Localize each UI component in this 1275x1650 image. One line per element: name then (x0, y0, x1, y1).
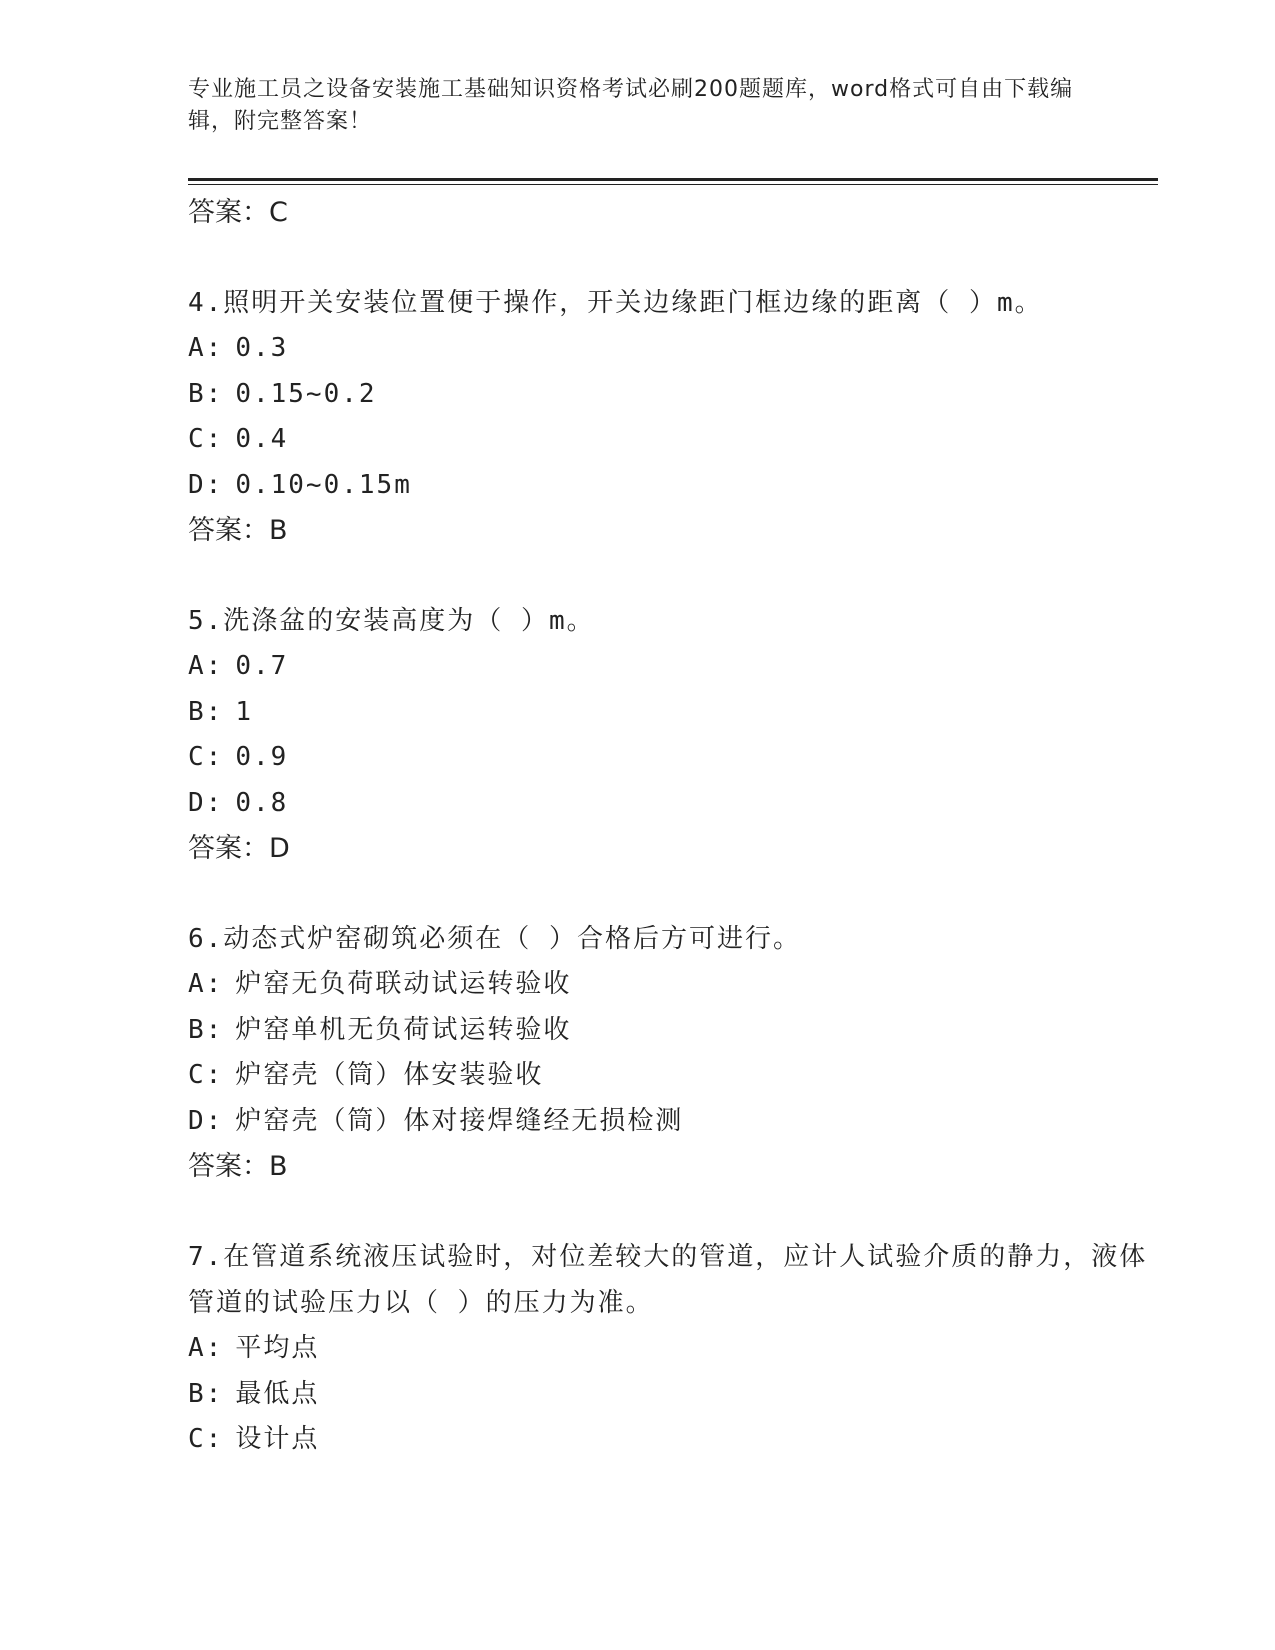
question-stem: 5.洗涤盆的安装高度为（ ）m。 (188, 606, 595, 636)
option-text: 炉窑壳（筒）体对接焊缝经无损检测 (235, 1105, 684, 1136)
question-list (188, 190, 1148, 1463)
option-text: 设计点 (235, 1424, 320, 1454)
option-a (188, 644, 1148, 690)
option-a (188, 1326, 1148, 1372)
option-letter: B: (188, 696, 224, 727)
option-d (188, 781, 1148, 827)
option-text: 0.8 (235, 787, 289, 818)
option-text: 0.15~0.2 (235, 378, 377, 409)
option-letter: A: (188, 1333, 224, 1363)
question-6 (188, 916, 1148, 1190)
question-stem: 4.照明开关安装位置便于操作，开关边缘距门框边缘的距离（ ）m。 (188, 288, 1043, 318)
option-b (188, 372, 1148, 418)
option-a (188, 962, 1148, 1008)
option-b (188, 1008, 1148, 1054)
option-text: 1 (235, 696, 253, 727)
option-letter: B: (188, 1014, 224, 1045)
document-header: 专业施工员之设备安装施工基础知识资格考试必刷200题题库，word格式可自由下载编辑，附完整答案！ (188, 77, 1074, 134)
option-d (188, 1099, 1148, 1145)
option-letter: D: (188, 1105, 224, 1136)
option-letter: A: (188, 969, 224, 999)
option-text: 0.4 (235, 424, 289, 454)
option-b (188, 690, 1148, 736)
option-letter: C: (188, 1060, 224, 1090)
option-letter: C: (188, 424, 224, 454)
option-letter: C: (188, 742, 224, 772)
option-text: 炉窑无负荷联动试运转验收 (235, 969, 572, 999)
option-letter: C: (188, 1424, 224, 1454)
option-text: 炉窑单机无负荷试运转验收 (235, 1014, 572, 1045)
answer-line: 答案：B (188, 515, 288, 546)
question-stem: 6.动态式炉窑砌筑必须在（ ）合格后方可进行。 (188, 924, 801, 954)
question-5 (188, 598, 1148, 872)
option-a (188, 326, 1148, 372)
option-letter: A: (188, 651, 224, 681)
option-text: 0.9 (235, 742, 289, 772)
option-letter: B: (188, 378, 224, 409)
option-letter: D: (188, 787, 224, 818)
option-letter: B: (188, 1378, 224, 1409)
option-letter: D: (188, 469, 224, 500)
header-rule-thin (188, 184, 1158, 185)
option-text: 炉窑壳（筒）体安装验收 (235, 1060, 544, 1090)
answer-line: 答案：B (188, 1151, 288, 1182)
option-c (188, 1053, 1148, 1099)
option-c (188, 417, 1148, 463)
option-b (188, 1372, 1148, 1418)
option-letter: A: (188, 333, 224, 363)
answer-line: 答案：C (188, 197, 288, 228)
option-c (188, 1417, 1148, 1463)
option-text: 0.10~0.15m (235, 469, 412, 500)
option-text: 最低点 (235, 1378, 320, 1409)
option-c (188, 735, 1148, 781)
option-text: 平均点 (235, 1333, 320, 1363)
header-rule-thick (188, 178, 1158, 181)
question-4 (188, 280, 1148, 554)
question-stem: 7.在管道系统液压试验时，对位差较大的管道，应计人试验介质的静力，液体管道的试验压力以（ ）的压力为准。 (188, 1242, 1148, 1318)
question-7 (188, 1234, 1148, 1463)
answer-line: 答案：D (188, 833, 290, 864)
option-text: 0.7 (235, 651, 289, 681)
option-text: 0.3 (235, 333, 289, 363)
option-d (188, 463, 1148, 509)
